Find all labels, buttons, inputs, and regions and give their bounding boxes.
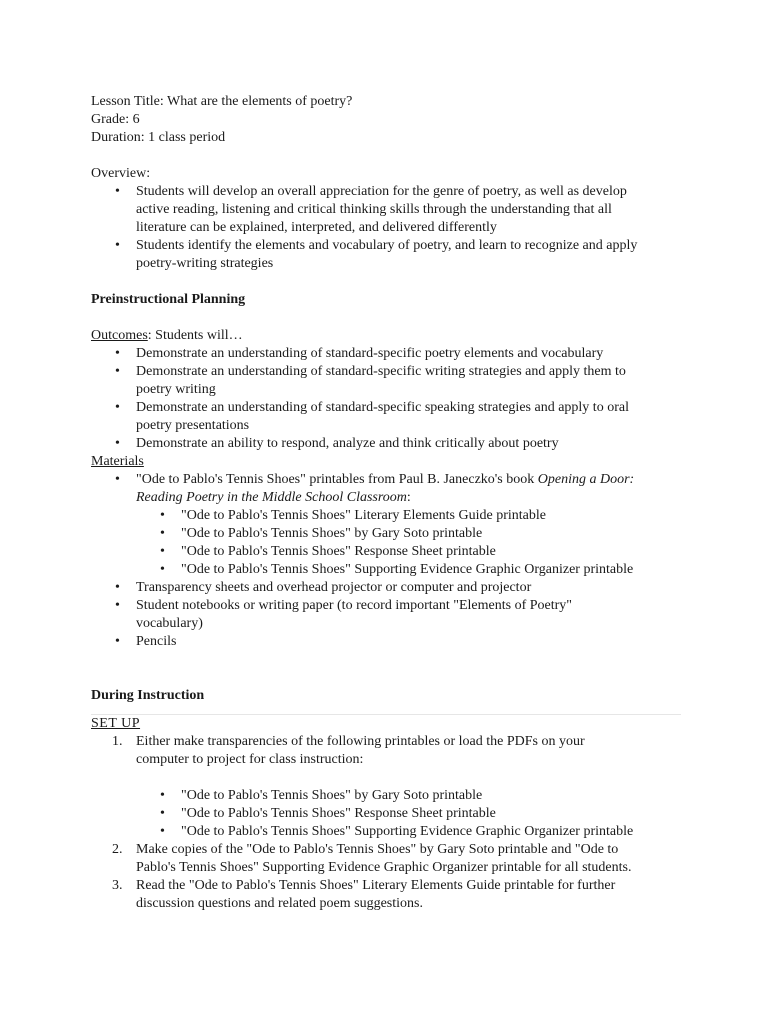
list-item: • "Ode to Pablo's Tennis Shoes" Response Sheet printable: [181, 543, 691, 561]
list-item: • Pencils: [136, 633, 691, 651]
list-item: • Transparency sheets and overhead projector or computer and projector: [136, 579, 691, 597]
setup-steps: [91, 733, 691, 913]
list-item: 2. Make copies of the "Ode to Pablo's Tennis Shoes" by Gary Soto printable and "Ode to Pablo's Tennis Shoes" Supporting Evidence Graphic Organizer printable for all students.: [112, 842, 632, 875]
lesson-duration: Duration: 1 class period: [91, 130, 226, 145]
list-item: • Demonstrate an ability to respond, analyze and think critically about poetry: [136, 435, 691, 453]
outcomes-list: [91, 345, 691, 453]
preinstructional-heading: Preinstructional Planning: [91, 292, 246, 307]
lesson-title: Lesson Title: What are the elements of poetry?: [91, 94, 353, 109]
list-item: • "Ode to Pablo's Tennis Shoes" Literary Elements Guide printable: [181, 507, 691, 525]
setup-label: SET UP: [91, 716, 141, 731]
list-item: • "Ode to Pablo's Tennis Shoes" Supporting Evidence Graphic Organizer printable: [181, 823, 691, 841]
lesson-document: [91, 93, 691, 913]
list-item: • "Ode to Pablo's Tennis Shoes" Supporting Evidence Graphic Organizer printable: [181, 561, 691, 579]
list-item: • "Ode to Pablo's Tennis Shoes" by Gary Soto printable: [181, 525, 691, 543]
overview-label: Overview:: [91, 166, 151, 181]
list-item: 3. Read the "Ode to Pablo's Tennis Shoes" Literary Elements Guide printable for further discussion questions and related poem suggestions.: [112, 878, 616, 911]
setup-sublist: [136, 787, 691, 841]
materials-label: Materials: [91, 454, 144, 469]
list-item: • Demonstrate an understanding of standard-specific writing strategies and apply them to poetry writing: [136, 363, 691, 399]
materials-list: [91, 471, 691, 651]
list-item: • Student notebooks or writing paper (to record important "Elements of Poetry" vocabulary): [136, 597, 691, 633]
list-item: • "Ode to Pablo's Tennis Shoes" printables from Paul B. Janeczko's book Opening a Door: Reading Poetry in the Middle School Classroom: • "Ode to Pablo's Tennis Shoes" Literary Elements Guide printable • "Ode to Pablo's Tennis Shoes" by Gary Soto printable • "Ode to Pablo's Tennis Shoes" Response Sheet printable • "Ode to Pablo's Tennis Shoes" Supporting Evidence Graphic Organizer printable: [136, 471, 691, 579]
lesson-grade: Grade: 6: [91, 112, 140, 127]
list-item: • Demonstrate an understanding of standard-specific poetry elements and vocabulary: [136, 345, 691, 363]
list-item: • "Ode to Pablo's Tennis Shoes" by Gary Soto printable: [181, 787, 691, 805]
during-instruction-heading: During Instruction: [91, 688, 205, 703]
materials-sublist: [136, 507, 691, 579]
list-item: • Students will develop an overall appreciation for the genre of poetry, as well as develop active reading, listening and critical thinking skills through the understanding that all literature can be explained, interpreted, and delivered differently: [136, 183, 691, 237]
list-item: • Students identify the elements and vocabulary of poetry, and learn to recognize and apply poetry-writing strategies: [136, 237, 691, 273]
book-title: Opening a Door:: [537, 472, 635, 487]
list-item: 1. Either make transparencies of the following printables or load the PDFs on your computer to project for class instruction: • "Ode to Pablo's Tennis Shoes" by Gary Soto printable • "Ode to Pablo's Tennis Shoes" Response Sheet printable • "Ode to Pablo's Tennis Shoes" Supporting Evidence Graphic Organizer printable: [136, 733, 691, 841]
list-item: • Demonstrate an understanding of standard-specific speaking strategies and apply to oral poetry presentations: [136, 399, 691, 435]
outcomes-label: Outcomes: Students will…: [91, 328, 243, 343]
list-item: • "Ode to Pablo's Tennis Shoes" Response Sheet printable: [181, 805, 691, 823]
overview-list: [91, 183, 691, 273]
